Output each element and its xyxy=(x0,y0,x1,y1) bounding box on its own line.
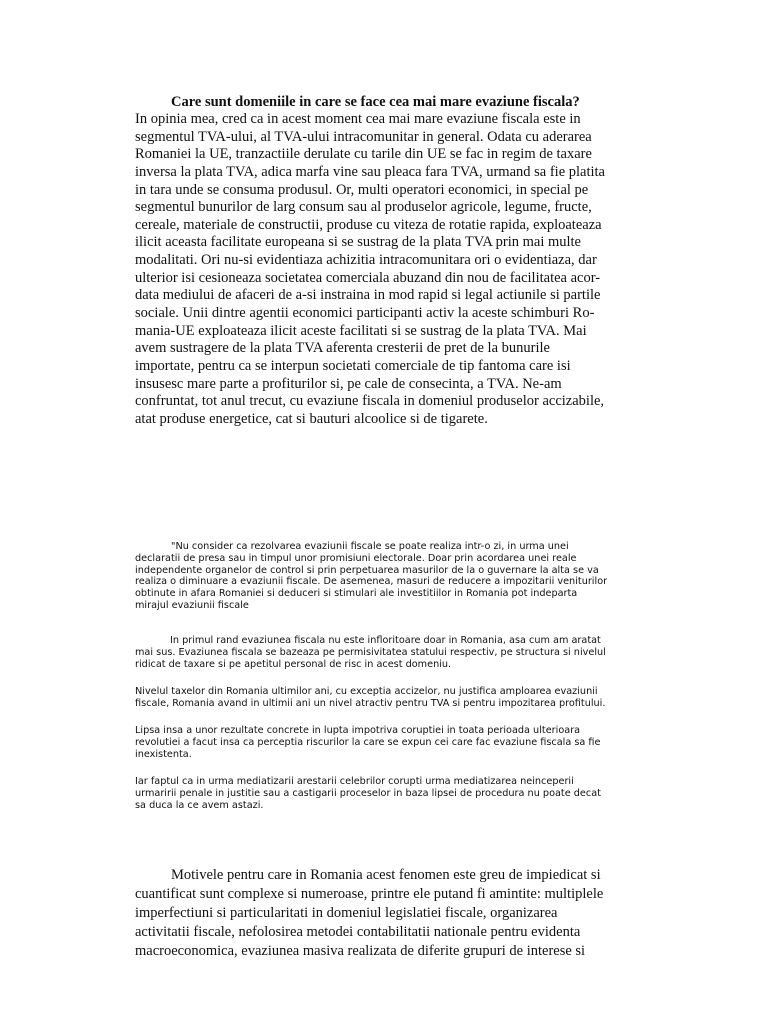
text-line: independente organelor de control si prin perpetuarea masurilor de la o guvernare la alta se va xyxy=(135,564,599,576)
text-line: Nivelul taxelor din Romania ultimilor ani, cu exceptia accizelor, nu justifica amploarea evaziunii xyxy=(135,686,598,697)
text-line: confruntat, tot anul trecut, cu evaziune fiscala in domeniul produselor accizabile, xyxy=(135,393,605,410)
text-line: avem sustragere de la plata TVA aferenta cresterii de pret de la bunurile xyxy=(135,340,550,357)
text-line: Lipsa insa a unor rezultate concrete in lupta impotriva coruptiei in toata perioada ulterioara xyxy=(135,725,581,736)
text-line: inversa la plata TVA, adica marfa vine sau pleaca fara TVA, urmand sa fie platita xyxy=(135,163,605,180)
text-line: urmaririi penale in justitie sau a castigarii proceselor in baza lipsei de procedura nu poate decat xyxy=(135,787,601,799)
text-line: mania-UE exploateaza ilicit aceste facilitati si se sustrag de la plata TVA. Mai xyxy=(135,322,587,339)
text-line: mirajul evaziunii fiscale xyxy=(135,599,249,611)
text-line: realiza o diminuare a evaziunii fiscale. De asemenea, masuri de reducere a impozitarii veniturilor xyxy=(135,576,608,588)
text-line: Motivele pentru care in Romania acest fenomen este greu de impiedicat si xyxy=(171,867,601,883)
text-line: segmentul TVA-ului, al TVA-ului intracomunitar in general. Odata cu aderarea xyxy=(135,128,592,145)
text-line: ilicit aceasta facilitate europeana si se sustrag de la plata TVA prin mai multe xyxy=(135,234,581,251)
text-line: "Nu consider ca rezolvarea evaziunii fiscale se poate realiza intr-o zi, in urma unei xyxy=(171,541,569,552)
text-line: atat produse energetice, cat si bauturi alcoolice si de tigarete. xyxy=(135,410,488,427)
paragraph-corruption xyxy=(135,725,635,760)
text-line: cereale, materiale de constructii, produse cu viteza de rotatie rapida, exploateaza xyxy=(135,216,602,233)
text-line: ulterior isi cesioneaza societatea comerciala abuzand din nou de facilitatea acor- xyxy=(135,269,601,286)
text-line: macroeconomica, evaziunea masiva realizata de diferite grupuri de interese si xyxy=(135,943,586,959)
text-line: inexistenta. xyxy=(135,748,192,760)
text-line: fiscale, Romania avand in ultimii ani un nivel atractiv pentru TVA si pentru impozitarea profitului. xyxy=(135,697,606,709)
quote-paragraph xyxy=(135,541,635,612)
paragraph-media xyxy=(135,776,635,811)
text-line: importate, pentru ca se interpun societati comerciale de tip fantoma care isi xyxy=(135,357,571,374)
paragraph-reasons xyxy=(135,866,640,961)
text-line: In primul rand evaziunea fiscala nu este infloritoare doar in Romania, asa cum am aratat xyxy=(170,635,601,646)
paragraph-tax-level xyxy=(135,686,635,710)
text-line: In opinia mea, cred ca in acest moment cea mai mare evaziune fiscala este in xyxy=(135,111,581,127)
text-line: segmentul bunurilor de larg consum sau al produselor agricole, legume, fructe, xyxy=(135,199,592,216)
text-line: modalitati. Ori nu-si evidentiaza achizitia intracomunitara ori o evidentiaza, dar xyxy=(135,252,597,269)
text-line: data mediului de afaceri de a-si instraina in mod rapid si legal actiunile si partile xyxy=(135,287,601,304)
text-line: revolutiei a facut insa ca perceptia riscurilor la care se expun cei care fac evaziune fiscala sa fie xyxy=(135,736,601,748)
text-line: sociale. Unii dintre agentii economici participanti activ la aceste schimburi Ro- xyxy=(135,305,595,322)
text-line: ridicat de taxare si pe apetitul personal de risc in acest domeniu. xyxy=(135,658,452,670)
text-line: obtinute in afara Romaniei si deduceri si stimulari ale investitiilor in Romania pot indeparta xyxy=(135,588,578,600)
text-line: Romaniei la UE, tranzactiile derulate cu tarile din UE se fac in regim de taxare xyxy=(135,146,592,163)
text-line: insusesc mare parte a profiturilor si, pe cale de consecinta, a TVA. Ne-am xyxy=(135,375,562,392)
paragraph-permissiveness xyxy=(135,635,635,670)
text-line: in tara unde se consuma produsul. Or, multi operatori economici, in special pe xyxy=(135,181,589,198)
text-line: cuantificat sunt complexe si numeroase, printre ele putand fi amintite: multiplele xyxy=(135,886,604,902)
text-line: activitatii fiscale, nefolosirea metodei contabilitatii nationale pentru evidenta xyxy=(135,924,581,940)
document-title: Care sunt domeniile in care se face cea mai mare evaziune fiscala? xyxy=(171,94,580,110)
text-line: declaratii de presa sau in timpul unor promisiuni electorale. Doar prin acordarea unei reale xyxy=(135,552,577,564)
text-line: Iar faptul ca in urma mediatizarii arestarii celebrilor corupti urma mediatizarea neinceperii xyxy=(135,776,574,787)
text-line: mai sus. Evaziunea fiscala se bazeaza pe permisivitatea statului respectiv, pe structura si nivelul xyxy=(135,646,606,658)
paragraph-tva xyxy=(135,111,640,429)
text-line: sa duca la ce avem astazi. xyxy=(135,799,264,811)
text-line: imperfectiuni si particularitati in domeniul legislatiei fiscale, organizarea xyxy=(135,905,558,921)
